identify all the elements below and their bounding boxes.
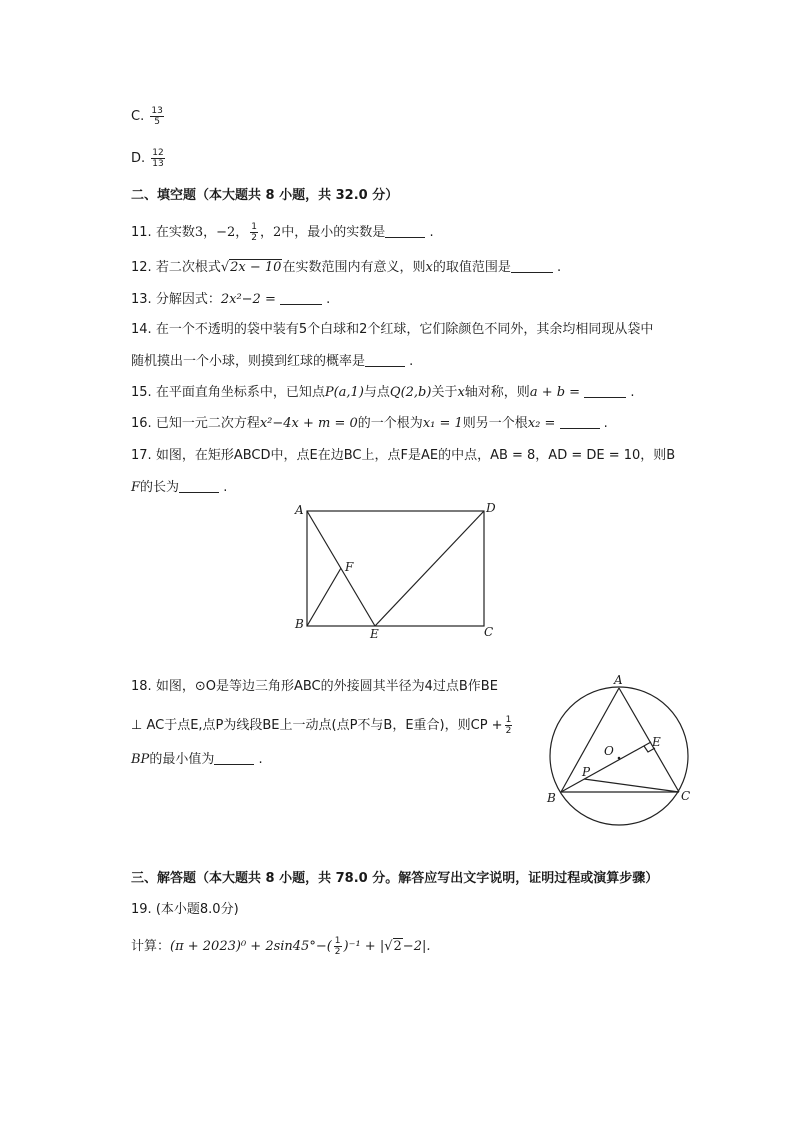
question-text: 随机摸出一个小球，则摸到红球的概率是 <box>131 354 366 369</box>
question-number: 16. <box>131 416 152 431</box>
label-P: P <box>582 765 591 779</box>
math-var: x <box>425 260 433 275</box>
question-14-cont <box>131 352 413 372</box>
question-14 <box>131 320 653 340</box>
label-E: E <box>370 627 379 641</box>
question-text: 在实数范围内有意义，则 <box>282 260 426 275</box>
fraction: $\frac{1}{2}$ <box>251 222 258 243</box>
question-12: 12. 若二次根式√2x − 10在实数范围内有意义，则x的取值范围是 . <box>131 260 562 275</box>
math-expr: x²−4x + m = 0 <box>259 416 358 431</box>
end-mark: . <box>409 354 414 369</box>
end-mark: . <box>326 292 331 307</box>
question-text: 若二次根式 <box>155 260 221 275</box>
question-13 <box>131 290 330 310</box>
question-text: 在平面直角坐标系中，已知点 <box>155 385 325 400</box>
question-15 <box>131 383 635 403</box>
question-number: 15. <box>131 385 152 400</box>
option-d <box>131 148 167 169</box>
label-C: C <box>484 625 494 639</box>
question-text: 关于 <box>431 385 458 400</box>
question-text: 如图，⊙O是等边三角形ABC的外接圆其半径为4过点B作BE <box>155 679 498 694</box>
question-number: 12. <box>131 260 152 275</box>
answer-blank[interactable] <box>365 352 405 367</box>
question-18-cont <box>131 715 514 736</box>
question-text: 在一个不透明的袋中装有5个白球和2个红球，它们除颜色不同外，其余均相同现从袋中 <box>155 322 654 337</box>
question-18-cont2 <box>131 750 263 770</box>
end-mark: . <box>556 260 562 275</box>
question-number: 17. <box>131 448 152 463</box>
fraction: $\frac{12}{13}$ <box>152 148 164 169</box>
question-score: (本小题8.0分) <box>155 902 239 917</box>
end-mark: . <box>223 480 228 495</box>
question-number: 13. <box>131 292 152 307</box>
answer-blank[interactable] <box>511 258 553 273</box>
question-number: 11. <box>131 225 152 240</box>
end-mark: . <box>630 385 635 400</box>
circle-figure <box>540 672 700 832</box>
answer-blank[interactable] <box>280 290 322 305</box>
answer-blank[interactable] <box>560 414 600 429</box>
fraction: $\frac{13}{5}$ <box>151 106 163 127</box>
question-text: 的长为 <box>140 480 180 495</box>
question-text: 中，最小的实数是 <box>281 225 386 240</box>
label-A: A <box>295 503 304 517</box>
question-18 <box>131 677 498 697</box>
math-expr: x₁ = 1 <box>422 416 463 431</box>
label-B: B <box>295 617 304 631</box>
question-text: 在实数 <box>155 225 195 240</box>
math-expr: 2x²−2 = <box>220 292 276 307</box>
question-number: 14. <box>131 322 152 337</box>
label-B: B <box>547 791 556 805</box>
end-mark: . <box>603 416 608 431</box>
question-text: 的最小值为 <box>149 752 215 767</box>
answer-blank[interactable] <box>385 223 425 238</box>
math-var: F <box>131 480 141 495</box>
fraction: $\frac{1}{2}$ <box>505 715 512 736</box>
answer-blank[interactable] <box>179 478 219 493</box>
math-expr: Q(2,b) <box>389 385 432 400</box>
fraction: $\frac{1}{2}$ <box>334 936 341 957</box>
question-text: 已知一元二次方程 <box>155 416 260 431</box>
question-text: 计算： <box>131 939 171 954</box>
math-expr: 3，−2， <box>194 225 249 240</box>
answer-blank[interactable] <box>584 383 626 398</box>
math-expr: ，2 <box>260 225 282 240</box>
math-expr: )⁻¹ + | <box>343 939 385 954</box>
radicand: 2x − 10 <box>230 260 282 275</box>
question-19-expr: 计算：(π + 2023)⁰ + 2sin45°−( $\frac{1}{2}$ )⁻¹ + |√2−2|. <box>131 936 431 957</box>
question-16 <box>131 414 608 434</box>
math-expr: x₂ = <box>527 416 556 431</box>
label-E: E <box>652 735 661 749</box>
math-expr: a + b = <box>529 385 581 400</box>
question-text: 则另一个根 <box>462 416 528 431</box>
question-text: 与点 <box>363 385 390 400</box>
radicand: 2 <box>393 939 402 954</box>
label-C: C <box>681 789 691 803</box>
math-var: BP <box>131 752 150 767</box>
rectangle-figure <box>290 500 520 650</box>
label-D: D <box>486 501 496 515</box>
question-17 <box>131 446 675 466</box>
question-number: 19. <box>131 902 152 917</box>
math-expr: P(a,1) <box>324 385 364 400</box>
label-F: F <box>345 560 354 574</box>
question-text: 的一个根为 <box>357 416 423 431</box>
option-c <box>131 106 166 127</box>
question-number: 18. <box>131 679 152 694</box>
question-11 <box>131 222 434 243</box>
option-label: C. <box>131 109 145 124</box>
question-text: 的取值范围是 <box>432 260 511 275</box>
question-text: ⊥ AC于点E,点P为线段BE上一动点(点P不与B，E重合)，则CP + <box>131 718 503 733</box>
question-17-cont <box>131 478 227 498</box>
question-text: 轴对称，则 <box>464 385 530 400</box>
label-A: A <box>614 673 623 687</box>
answer-blank[interactable] <box>214 750 254 765</box>
end-mark: . <box>429 225 434 240</box>
math-var: x <box>457 385 465 400</box>
section-heading: 二、填空题（本大题共 8 小题，共 32.0 分） <box>131 188 399 203</box>
question-19 <box>131 900 239 920</box>
label-O: O <box>604 744 614 758</box>
end-mark: . <box>258 752 263 767</box>
question-text: 如图，在矩形ABCD中，点E在边BC上，点F是AE的中点，AB = 8，AD = DE = 10，则B <box>155 448 676 463</box>
section-heading: 三、解答题（本大题共 8 小题，共 78.0 分。解答应写出文字说明，证明过程或演算步骤） <box>131 871 659 886</box>
math-expr: (π + 2023)⁰ + 2sin45°−( <box>170 939 332 954</box>
option-label: D. <box>131 151 146 166</box>
question-text: 分解因式： <box>155 292 221 307</box>
math-expr: −2|. <box>402 939 431 954</box>
